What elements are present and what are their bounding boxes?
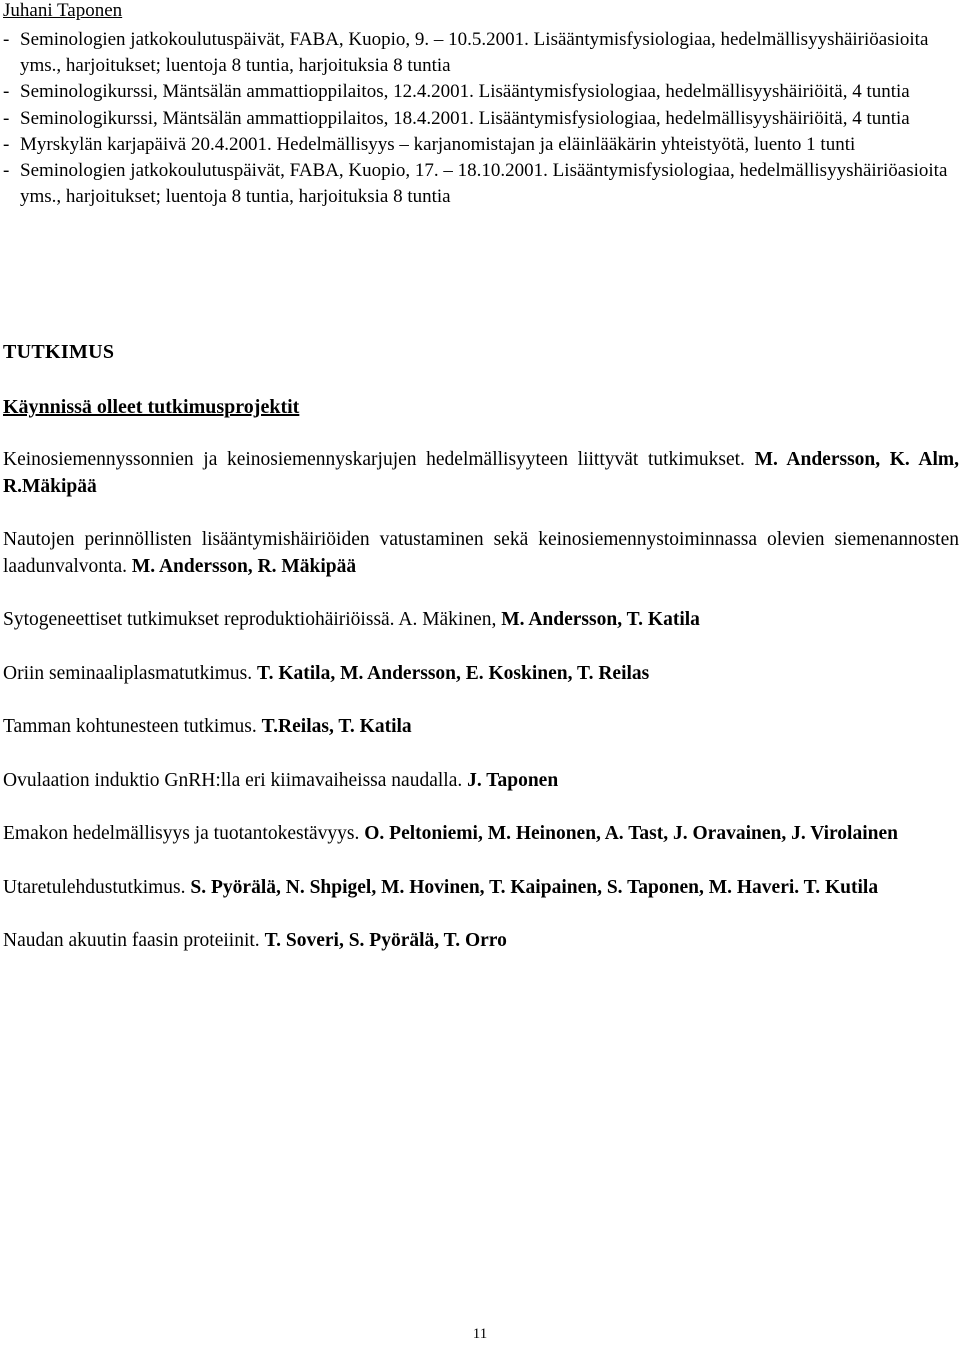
project-title: Keinosiemennyssonnien ja keinosiemennyskarjujen hedelmällisyyteen liittyvät tutkimukset. — [3, 449, 745, 470]
training-text: Seminologien jatkokoulutuspäivät, FABA, Kuopio, 17. – 18.10.2001. Lisääntymisfysiologiaa, hedelmällisyyshäiriöasioita yms., harjoitukset; luentoja 8 tuntia, harjoituksia 8 tuntia — [20, 160, 948, 208]
project-title: Nautojen perinnöllisten lisääntymishäiriöiden vatustaminen sekä keinosiemennystoiminnassa olevien siemenannosten laadunvalvonta. — [3, 529, 959, 577]
project-title: Ovulaation induktio GnRH:lla eri kiimavaiheissa naudalla. — [3, 769, 463, 791]
section-heading: TUTKIMUS — [3, 341, 115, 363]
training-list — [3, 27, 958, 210]
project-item — [3, 928, 959, 955]
list-dash: - — [3, 107, 10, 129]
project-authors: J. Taponen — [467, 769, 559, 791]
training-item — [3, 79, 958, 105]
page-number: 11 — [472, 1326, 488, 1342]
project-title: Oriin seminaaliplasmatutkimus. — [3, 662, 253, 684]
project-authors: T. Katila, M. Andersson, E. Koskinen, T. Reilas — [257, 662, 650, 684]
project-authors: O. Peltoniemi, M. Heinonen, A. Tast, J. Oravainen, J. Virolainen — [364, 823, 898, 844]
training-text: Seminologikurssi, Mäntsälän ammattioppilaitos, 18.4.2001. Lisääntymisfysiologiaa, hedelmällisyyshäiriöitä, 4 tuntia — [20, 107, 910, 129]
project-title: Sytogeneettiset tutkimukset reproduktiohäiriöissä. A. Mäkinen, — [3, 609, 497, 630]
list-dash: - — [3, 160, 10, 182]
list-dash: - — [3, 29, 10, 50]
project-authors: S. Pyörälä, N. Shpigel, M. Hovinen, T. Kaipainen, S. Taponen, M. Haveri. T. Kutila — [190, 876, 879, 898]
project-item — [3, 714, 959, 741]
training-text: Seminologien jatkokoulutuspäivät, FABA, Kuopio, 9. – 10.5.2001. Lisääntymisfysiologiaa, hedelmällisyyshäiriöasioita yms., harjoitukset; luentoja 8 tuntia, harjoituksia 8 tuntia — [20, 29, 929, 77]
project-title: Utaretulehdustutkimus. — [3, 876, 186, 898]
project-authors: M. Andersson, T. Katila — [501, 609, 700, 630]
list-dash: - — [3, 133, 10, 155]
training-item — [3, 27, 958, 79]
project-authors: M. Andersson, K. Alm, R.Mäkipää — [3, 449, 959, 497]
project-item — [3, 768, 959, 795]
project-item — [3, 447, 959, 500]
sub-heading: Käynnissä olleet tutkimusprojektit — [3, 396, 300, 418]
project-authors: M. Andersson, R. Mäkipää — [131, 555, 357, 577]
person-name: Juhani Taponen — [3, 0, 123, 21]
project-item — [3, 661, 959, 688]
training-item — [3, 158, 958, 210]
training-item — [3, 132, 958, 158]
project-authors: T.Reilas, T. Katila — [261, 716, 412, 737]
training-item — [3, 106, 958, 132]
project-title: Naudan akuutin faasin proteiinit. — [3, 930, 260, 951]
project-item — [3, 607, 959, 634]
training-text: Seminologikurssi, Mäntsälän ammattioppilaitos, 12.4.2001. Lisääntymisfysiologiaa, hedelmällisyyshäiriöitä, 4 tuntia — [20, 81, 910, 103]
training-text: Myrskylän karjapäivä 20.4.2001. Hedelmällisyys – karjanomistajan ja eläinlääkärin yhteistyötä, luento 1 tunti — [20, 133, 856, 155]
project-list — [3, 447, 959, 982]
project-item — [3, 875, 959, 902]
project-item — [3, 527, 959, 580]
project-authors: T. Soveri, S. Pyörälä, T. Orro — [264, 930, 507, 951]
list-dash: - — [3, 81, 10, 103]
project-title: Tamman kohtunesteen tutkimus. — [3, 716, 257, 737]
project-item — [3, 821, 959, 848]
project-title: Emakon hedelmällisyys ja tuotantokestävyys. — [3, 823, 360, 844]
